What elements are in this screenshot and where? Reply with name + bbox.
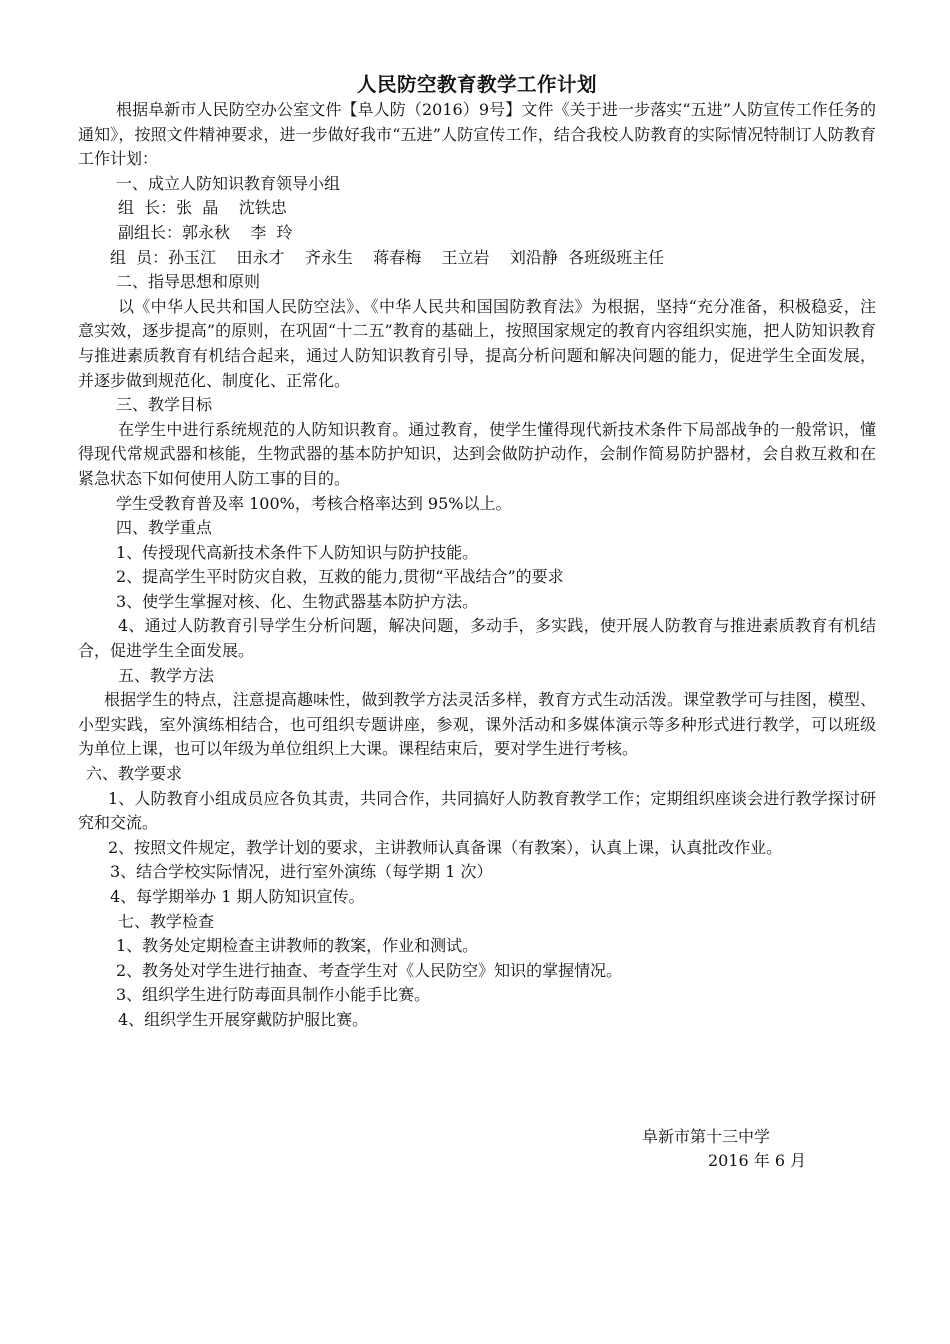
- section-7-item: 4、组织学生开展穿戴防护服比赛。: [118, 1009, 369, 1029]
- signature-organization: 阜新市第十三中学: [642, 1127, 771, 1146]
- signature-date: 2016 年 6 月: [708, 1151, 807, 1170]
- intro-paragraph: 根据阜新市人民防空办公室文件【阜人防（2016）9号】文件《关于进一步落实“五进”人防宣传工作任务的通知》，按照文件精神要求，进一步做好我市“五进”人防宣传工作，结合我校人防教育的实际情况特制订人防教育工作计划：: [78, 100, 876, 169]
- section-4-heading: 四、教学重点: [116, 518, 213, 538]
- section-6-item: 3、结合学校实际情况，进行室外演练（每学期 1 次）: [110, 862, 493, 882]
- section-3-text: 在学生中进行系统规范的人防知识教育。通过教育，使学生懂得现代新技术条件下局部战争的一般常识，懂得现代常规武器和核能，生物武器的基本防护知识，达到会做防护动作，会制作简易防护器材，会自救互救和在紧急状态下如何使用人防工事的目的。: [78, 419, 876, 488]
- section-7-heading: 七、教学检查: [118, 911, 215, 931]
- section-2-text: 以《中华人民共和国人民防空法》、《中华人民共和国国防教育法》为根据，坚持“充分准备，积极稳妥，注意实效，逐步提高”的原则，在巩固“十二五”教育的基础上，按照国家规定的教育内容组织实施，把人防知识教育与推进素质教育有机结合起来，通过人防知识教育引导，提高分析问题和解决问题的能力，促进学生全面发展，并逐步做到规范化、制度化、正常化。: [78, 296, 876, 390]
- section-6-heading: 六、教学要求: [86, 764, 183, 784]
- group-members-line: 组 员：孙玉江 田永才 齐永生 蒋春梅 王立岩 刘沿静 各班级班主任: [110, 247, 665, 267]
- section-7-item: 1、教务处定期检查主讲教师的教案，作业和测试。: [116, 936, 479, 956]
- section-4-item: 3、使学生掌握对核、化、生物武器基本防护方法。: [116, 591, 479, 611]
- section-7-item: 2、教务处对学生进行抽查、考查学生对《人民防空》知识的掌握情况。: [116, 960, 623, 980]
- document-title: 人民防空教育教学工作计划: [356, 73, 597, 96]
- section-5-heading: 五、教学方法: [118, 665, 215, 685]
- section-6-item: 1、人防教育小组成员应各负其责，共同合作，共同搞好人防教育教学工作；定期组织座谈会进行教学探讨研究和交流。: [78, 788, 876, 833]
- section-4-item: 2、提高学生平时防灾自救，互救的能力,贯彻“平战结合”的要求: [116, 567, 564, 587]
- section-1-heading: 一、成立人防知识教育领导小组: [116, 173, 341, 193]
- section-6-item: 4、每学期举办 1 期人防知识宣传。: [110, 887, 365, 906]
- group-leader-line: 组 长：张 晶 沈铁忠: [118, 198, 287, 218]
- section-4-item: 1、传授现代高新技术条件下人防知识与防护技能。: [116, 542, 479, 562]
- document-page: [78, 72, 876, 1033]
- section-6-item: 2、按照文件规定，教学计划的要求，主讲教师认真备课（有教案），认真上课，认真批改作业。: [108, 837, 783, 857]
- section-3-heading: 三、教学目标: [116, 395, 213, 415]
- section-5-text: 根据学生的特点，注意提高趣味性，做到教学方法灵活多样，教育方式生动活泼。课堂教学可与挂图，模型、小型实践，室外演练相结合，也可组织专题讲座，参观，课外活动和多媒体演示等多种形式进行教学，可以班级为单位上课，也可以年级为单位组织上大课。课程结束后，要对学生进行考核。: [78, 690, 876, 759]
- group-deputy-line: 副组长：郭永秋 李 玲: [118, 222, 293, 242]
- section-3-rate: 学生受教育普及率 100%，考核合格率达到 95%以上。: [116, 493, 512, 513]
- section-4-item: 4、通过人防教育引导学生分析问题，解决问题，多动手，多实践，使开展人防教育与推进素质教育有机结合，促进学生全面发展。: [78, 616, 876, 661]
- section-7-item: 3、组织学生进行防毒面具制作小能手比赛。: [116, 985, 431, 1005]
- section-2-heading: 二、指导思想和原则: [116, 272, 261, 292]
